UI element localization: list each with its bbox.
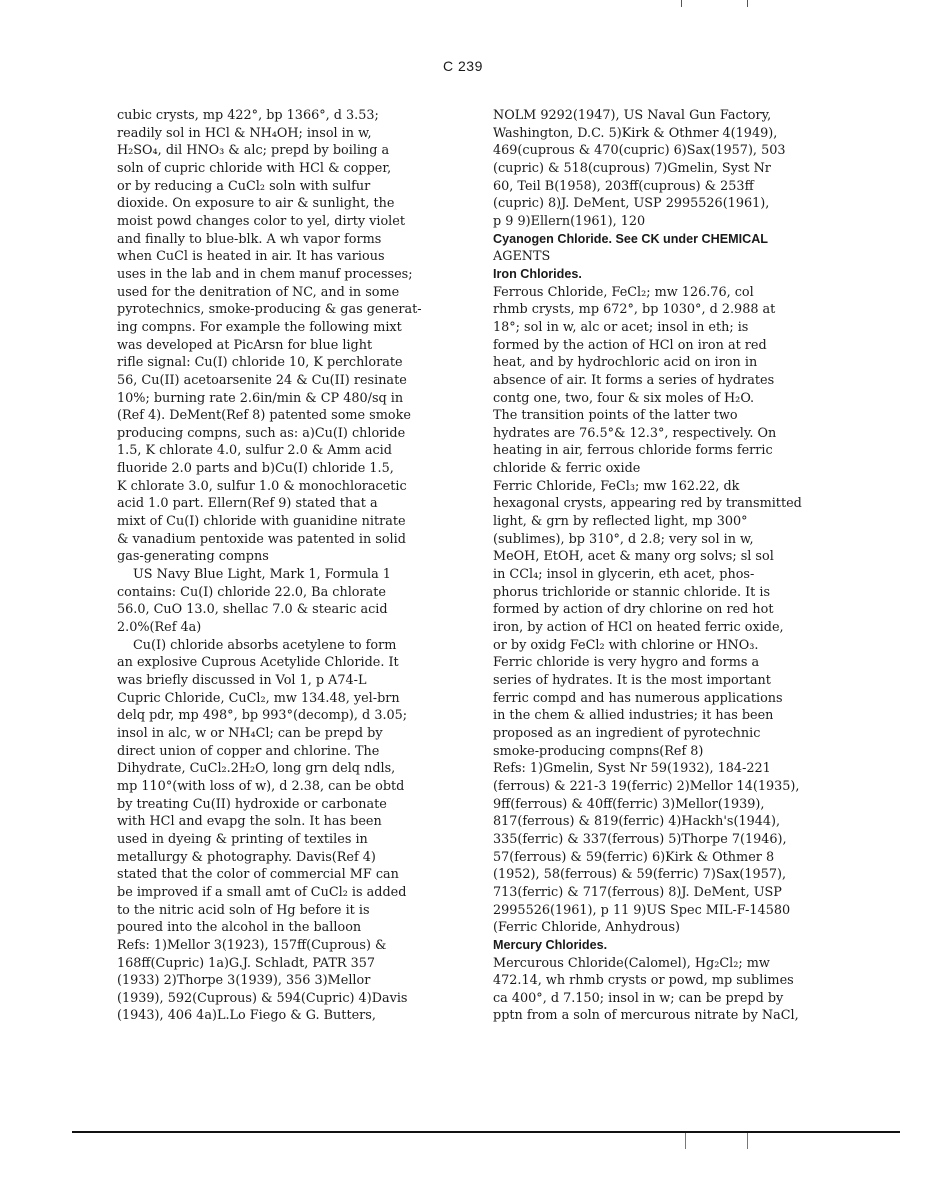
text-line: hydrates are 76.5°& 12.3°, respectively. On [493,425,777,441]
text-line: in CCl₄; insol in glycerin, eth acet, phos- [493,567,755,583]
text-line: mp 110°(with loss of w), d 2.38, can be obtd [117,778,405,794]
text-line: MeOH, EtOH, acet & many org solvs; sl sol [493,549,774,565]
text-line: cubic crysts, mp 422°, bp 1366°, d 3.53; [117,108,379,123]
text-line: was developed at PicArsn for blue light [117,337,373,353]
text-line: (1952), 58(ferrous) & 59(ferric) 7)Sax(1957), [493,867,787,883]
text-line: ing compns. For example the following mixt [117,319,402,335]
text-line: rhmb crysts, mp 672°, bp 1030°, d 2.988 at [493,302,776,318]
text-line: 335(ferric) & 337(ferrous) 5)Thorpe 7(1946), [493,831,787,847]
text-line: The transition points of the latter two [493,408,738,424]
text-line: Cupric Chloride, CuCl₂, mw 134.48, yel-brn [117,690,400,706]
text-line: pyrotechnics, smoke-producing & gas generat- [117,302,422,318]
text-line: mixt of Cu(I) chloride with guanidine nitrate [117,514,406,530]
text-line: soln of cupric chloride with HCl & copper, [117,160,392,176]
text-line: 56.0, CuO 13.0, shellac 7.0 & stearic acid [117,602,388,618]
text-line: an explosive Cuprous Acetylide Chloride. It [117,655,399,671]
text-line: when CuCl is heated in air. It has various [117,249,385,265]
text-line: US Navy Blue Light, Mark 1, Formula 1 [133,567,391,583]
section-heading: Iron Chlorides. [493,266,582,281]
text-line: heat, and by hydrochloric acid on iron in [493,355,758,371]
text-line: rifle signal: Cu(I) chloride 10, K perchlorate [117,355,403,371]
bottom-edge-tick [747,1133,748,1149]
section-heading: Mercury Chlorides. [493,937,608,952]
text-line: formed by action of dry chlorine on red hot [493,602,774,618]
text-line: to the nitric acid soln of Hg before it is [117,902,370,918]
text-line: heating in air, ferrous chloride forms ferric [493,443,773,459]
text-line: contains: Cu(I) chloride 22.0, Ba chlorate [117,584,386,600]
text-line: used for the denitration of NC, and in some [117,284,400,300]
text-line: Refs: 1)Gmelin, Syst Nr 59(1932), 184-221 [493,761,771,777]
text-line: readily sol in HCl & NH₄OH; insol in w, [117,125,372,141]
text-line: & vanadium pentoxide was patented in solid [117,531,406,547]
text-line: fluoride 2.0 parts and b)Cu(I) chloride 1.5, [117,461,394,477]
text-line: K chlorate 3.0, sulfur 1.0 & monochloracetic [117,478,407,494]
left-column [117,107,427,1025]
text-line: was briefly discussed in Vol 1, p A74-L [117,673,367,688]
text-line: used in dyeing & printing of textiles in [117,831,368,847]
text-line: 2.0%(Ref 4a) [117,620,202,636]
text-line: uses in the lab and in chem manuf processes; [117,266,413,282]
text-line: Ferrous Chloride, FeCl₂; mw 126.76, col [493,284,754,300]
section-heading: Cyanogen Chloride. See CK under CHEMICAL [493,231,768,246]
text-line: in the chem & allied industries; it has been [493,708,774,724]
text-line: 817(ferrous) & 819(ferric) 4)Hackh's(1944), [493,814,781,830]
text-line: H₂SO₄, dil HNO₃ & alc; prepd by boiling a [117,143,390,159]
text-line: Dihydrate, CuCl₂.2H₂O, long grn delq ndls, [117,761,396,777]
text-line: metallurgy & photography. Davis(Ref 4) [117,849,376,865]
text-line: 713(ferric) & 717(ferrous) 8)J. DeMent, USP [493,884,782,900]
text-line: or by reducing a CuCl₂ soln with sulfur [117,178,371,194]
text-line: series of hydrates. It is the most important [493,673,771,688]
text-line: delq pdr, mp 498°, bp 993°(decomp), d 3.05; [117,708,408,724]
text-line: by treating Cu(II) hydroxide or carbonate [117,796,387,812]
text-line: 57(ferrous) & 59(ferric) 6)Kirk & Othmer 8 [493,849,775,865]
text-line: ca 400°, d 7.150; insol in w; can be prepd by [493,990,784,1006]
top-edge-tick [681,0,682,7]
text-line: hexagonal crysts, appearing red by transmitted [493,496,802,512]
text-line: 469(cuprous & 470(cupric) 6)Sax(1957), 503 [493,143,786,159]
text-line: gas-generating compns [117,549,269,565]
top-edge-tick [747,0,748,7]
text-line: (cupric) & 518(cuprous) 7)Gmelin, Syst Nr [493,160,771,176]
text-line: 168ff(Cupric) 1a)G.J. Schladt, PATR 357 [117,955,376,971]
text-line: moist powd changes color to yel, dirty violet [117,213,405,229]
footer-rule [72,1131,900,1133]
text-line: or by oxidg FeCl₂ with chlorine or HNO₃. [493,637,759,653]
text-line: be improved if a small amt of CuCl₂ is added [117,884,407,900]
text-line: and finally to blue-blk. A wh vapor forms [117,231,382,247]
text-line: 18°; sol in w, alc or acet; insol in eth; is [493,319,749,335]
text-line: NOLM 9292(1947), US Naval Gun Factory, [493,108,772,123]
text-line: proposed as an ingredient of pyrotechnic [493,725,761,741]
text-line: 472.14, wh rhmb crysts or powd, mp sublimes [493,973,794,989]
text-line: (Ferric Chloride, Anhydrous) [493,920,681,936]
text-line: phorus trichloride or stannic chloride. It is [493,584,771,600]
text-line: (Ref 4). DeMent(Ref 8) patented some smoke [117,408,411,424]
text-line: Mercurous Chloride(Calomel), Hg₂Cl₂; mw [493,955,770,971]
text-line: 2995526(1961), p 11 9)US Spec MIL-F-14580 [493,902,791,918]
text-line: insol in alc, w or NH₄Cl; can be prepd by [117,725,383,741]
text-line: 9ff(ferrous) & 40ff(ferric) 3)Mellor(1939), [493,796,765,812]
text-line: ferric compd and has numerous applications [493,690,783,706]
text-line: producing compns, such as: a)Cu(I) chloride [117,425,406,441]
text-line: stated that the color of commercial MF can [117,867,399,883]
text-line: contg one, two, four & six moles of H₂O. [493,390,755,406]
text-line: chloride & ferric oxide [493,461,641,477]
text-line: pptn from a soln of mercurous nitrate by NaCl, [493,1008,799,1024]
text-line: 1.5, K chlorate 4.0, sulfur 2.0 & Amm acid [117,443,392,459]
right-column [493,107,811,1025]
page-number: C 239 [443,58,483,74]
text-line: (1933) 2)Thorpe 3(1939), 356 3)Mellor [117,973,371,989]
text-line: iron, by action of HCl on heated ferric oxide, [493,620,784,636]
text-line: Washington, D.C. 5)Kirk & Othmer 4(1949), [493,125,778,141]
text-line: AGENTS [493,249,551,265]
text-line: poured into the alcohol in the balloon [117,920,362,936]
text-line: absence of air. It forms a series of hydrates [493,372,775,388]
text-line: Ferric chloride is very hygro and forms a [493,655,760,671]
text-line: direct union of copper and chlorine. The [117,743,380,759]
text-line: 10%; burning rate 2.6in/min & CP 480/sq in [117,390,404,406]
text-line: dioxide. On exposure to air & sunlight, the [117,196,395,212]
text-line: (cupric) 8)J. DeMent, USP 2995526(1961), [493,196,770,212]
text-line: 60, Teil B(1958), 203ff(cuprous) & 253ff [493,178,754,194]
text-line: with HCl and evapg the soln. It has been [117,814,382,830]
text-line: Ferric Chloride, FeCl₃; mw 162.22, dk [493,478,740,494]
text-line: 56, Cu(II) acetoarsenite 24 & Cu(II) resinate [117,372,407,388]
text-line: (ferrous) & 221-3 19(ferric) 2)Mellor 14(1935), [493,778,800,794]
text-line: smoke-producing compns(Ref 8) [493,743,704,759]
text-line: Refs: 1)Mellor 3(1923), 157ff(Cuprous) & [117,937,387,953]
text-line: (1943), 406 4a)L.Lo Fiego & G. Butters, [117,1008,376,1024]
bottom-edge-tick [685,1133,686,1149]
text-line: acid 1.0 part. Ellern(Ref 9) stated that a [117,496,378,512]
text-line: p 9 9)Ellern(1961), 120 [493,213,646,229]
text-line: formed by the action of HCl on iron at red [493,337,767,353]
text-line: light, & grn by reflected light, mp 300° [493,514,748,530]
text-line: (sublimes), bp 310°, d 2.8; very sol in w, [493,531,754,547]
text-line: (1939), 592(Cuprous) & 594(Cupric) 4)Davis [117,990,408,1006]
text-line: Cu(I) chloride absorbs acetylene to form [133,637,397,653]
